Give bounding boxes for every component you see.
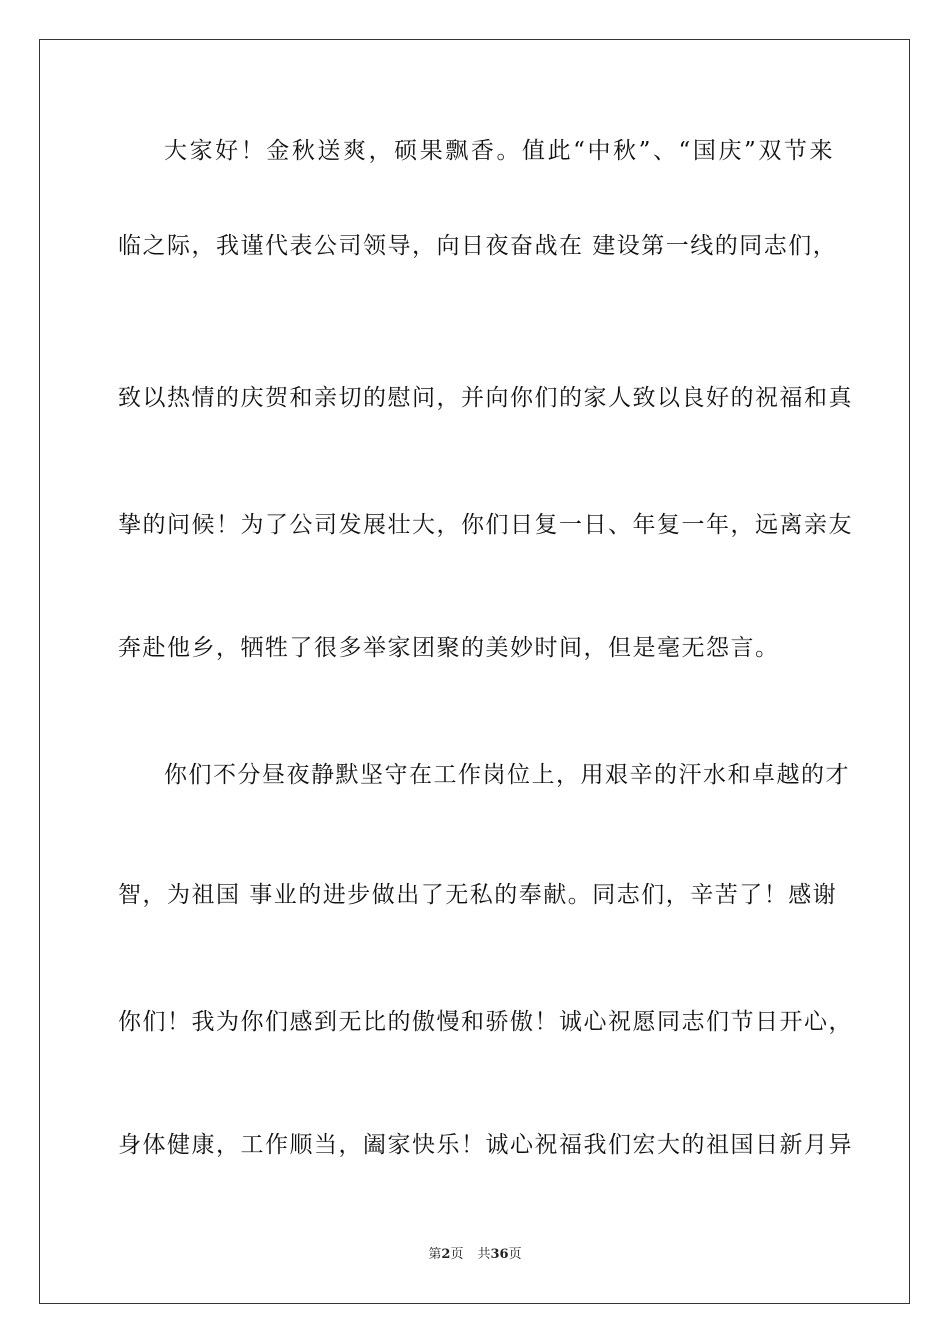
- total-pages: 36: [490, 1247, 509, 1262]
- paragraph-2-line-3: 你们！我为你们感到无比的傲慢和骄傲！诚心祝愿同志们节日开心，: [118, 1009, 853, 1035]
- paragraph-1-line-5: 奔赴他乡，牺牲了很多举家团聚的美妙时间，但是毫无怨言。: [118, 635, 780, 661]
- page-number-label: [428, 1247, 463, 1262]
- total-prefix: 共: [477, 1247, 491, 1262]
- paragraph-1-line-3: 致以热情的庆贺和亲切的慰问，并向你们的家人致以良好的祝福和真: [118, 385, 853, 411]
- page-prefix: 第: [428, 1247, 442, 1262]
- page-suffix: 页: [450, 1247, 464, 1262]
- total-pages-label: [477, 1247, 521, 1262]
- paragraph-2-line-1: 你们不分昼夜静默坚守在工作岗位上，用艰辛的汗水和卓越的才: [164, 762, 850, 788]
- page-footer: [0, 1247, 950, 1263]
- paragraph-2-line-2: 智，为祖国 事业的进步做出了无私的奉献。同志们，辛苦了！感谢: [118, 882, 838, 908]
- paragraph-1-line-1: 大家好！金秋送爽，硕果飘香。值此“中秋”、“国庆”双节来: [164, 138, 834, 164]
- paragraph-2-line-4: 身体健康，工作顺当，阖家快乐！诚心祝福我们宏大的祖国日新月异: [118, 1132, 853, 1158]
- paragraph-1-line-4: 挚的问候！为了公司发展壮大，你们日复一日、年复一年，远离亲友: [118, 512, 853, 538]
- page-number: 2: [441, 1247, 451, 1262]
- total-suffix: 页: [508, 1247, 522, 1262]
- page-border: [39, 39, 910, 1304]
- paragraph-1-line-2: 临之际，我谨代表公司领导，向日夜奋战在 建设第一线的同志们，: [118, 233, 838, 259]
